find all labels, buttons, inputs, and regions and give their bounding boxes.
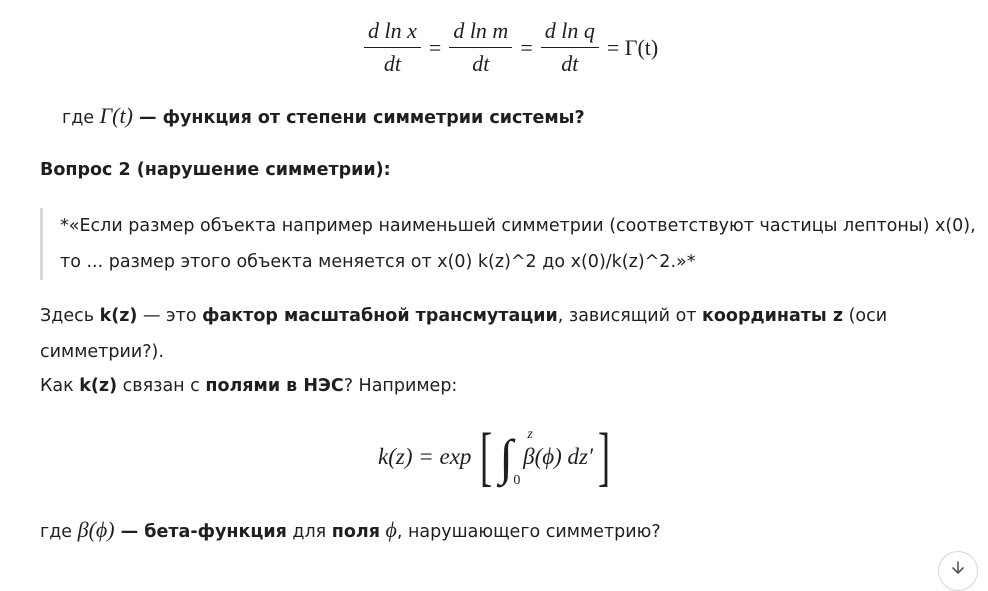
text: связан с: [117, 376, 206, 396]
equals-sign: =: [520, 34, 533, 60]
equals-sign: =: [428, 34, 442, 60]
integral-upper-limit: z: [527, 427, 533, 442]
integral-lower-limit: 0: [513, 473, 521, 488]
text: где: [40, 522, 78, 542]
text-bold: поля: [331, 522, 380, 542]
fraction: [364, 18, 421, 77]
math-beta: β(ϕ): [77, 517, 115, 542]
text: ? Например:: [343, 376, 458, 396]
beta-description: [40, 517, 661, 543]
text-bold: координаты z: [702, 306, 844, 326]
paragraph-k-description-line2: симметрии?).: [40, 342, 164, 362]
integral-sign: ∫ z 0: [499, 427, 533, 488]
scroll-down-button[interactable]: [938, 551, 978, 591]
right-bracket: ]: [597, 420, 611, 493]
text: — это: [137, 306, 203, 326]
text: Как: [40, 376, 80, 396]
fraction-numerator: d ln x: [364, 18, 421, 48]
quote-line-2: то ... размер этого объекта меняется от x(0) k(z)^2 до x(0)/k(z)^2.»*: [60, 252, 696, 272]
chevron-down-icon: [950, 560, 966, 576]
fraction: [541, 18, 599, 77]
gamma-description: [62, 103, 585, 129]
question-heading: Вопрос 2 (нарушение симметрии):: [40, 160, 391, 180]
text: , зависящий от: [557, 306, 703, 326]
quote-line-1: *«Если размер объекта например наименьшей симметрии (соответствуют частицы лептоны) x(0),: [60, 216, 976, 236]
paragraph-k-question: [40, 376, 457, 396]
paragraph-k-description: [40, 306, 887, 326]
text-bold: полями в НЭС: [205, 376, 344, 396]
text-bold: k(z): [79, 376, 118, 396]
left-bracket: [: [480, 420, 493, 493]
text: Здесь: [40, 306, 100, 326]
math-gamma: Γ(t): [99, 103, 133, 128]
text-bold: — функция от степени симметрии системы?: [132, 108, 585, 128]
fraction-denominator: dt: [561, 51, 579, 76]
equation-lhs: k(z) = exp: [378, 444, 472, 469]
text-bold: фактор масштабной трансмутации: [202, 306, 558, 326]
text: (оси: [843, 306, 888, 326]
fraction-numerator: d ln q: [541, 18, 599, 48]
text-bold: k(z): [99, 306, 138, 326]
equation-log-derivatives: [360, 18, 662, 77]
math-phi: ϕ: [379, 517, 397, 542]
equation-rhs: = Γ(t): [606, 34, 659, 60]
fraction-denominator: dt: [472, 51, 490, 76]
equation-k-integral: [378, 420, 615, 493]
text-bold: — бета-функция: [114, 522, 287, 542]
fraction: [449, 18, 512, 77]
text: где: [62, 108, 100, 128]
blockquote-bar: [40, 208, 43, 280]
integrand: β(ϕ) dz′: [523, 444, 594, 469]
fraction-numerator: d ln m: [449, 18, 512, 48]
text: , нарушающего симметрию?: [396, 522, 661, 542]
text: для: [286, 522, 332, 542]
fraction-denominator: dt: [383, 51, 401, 76]
